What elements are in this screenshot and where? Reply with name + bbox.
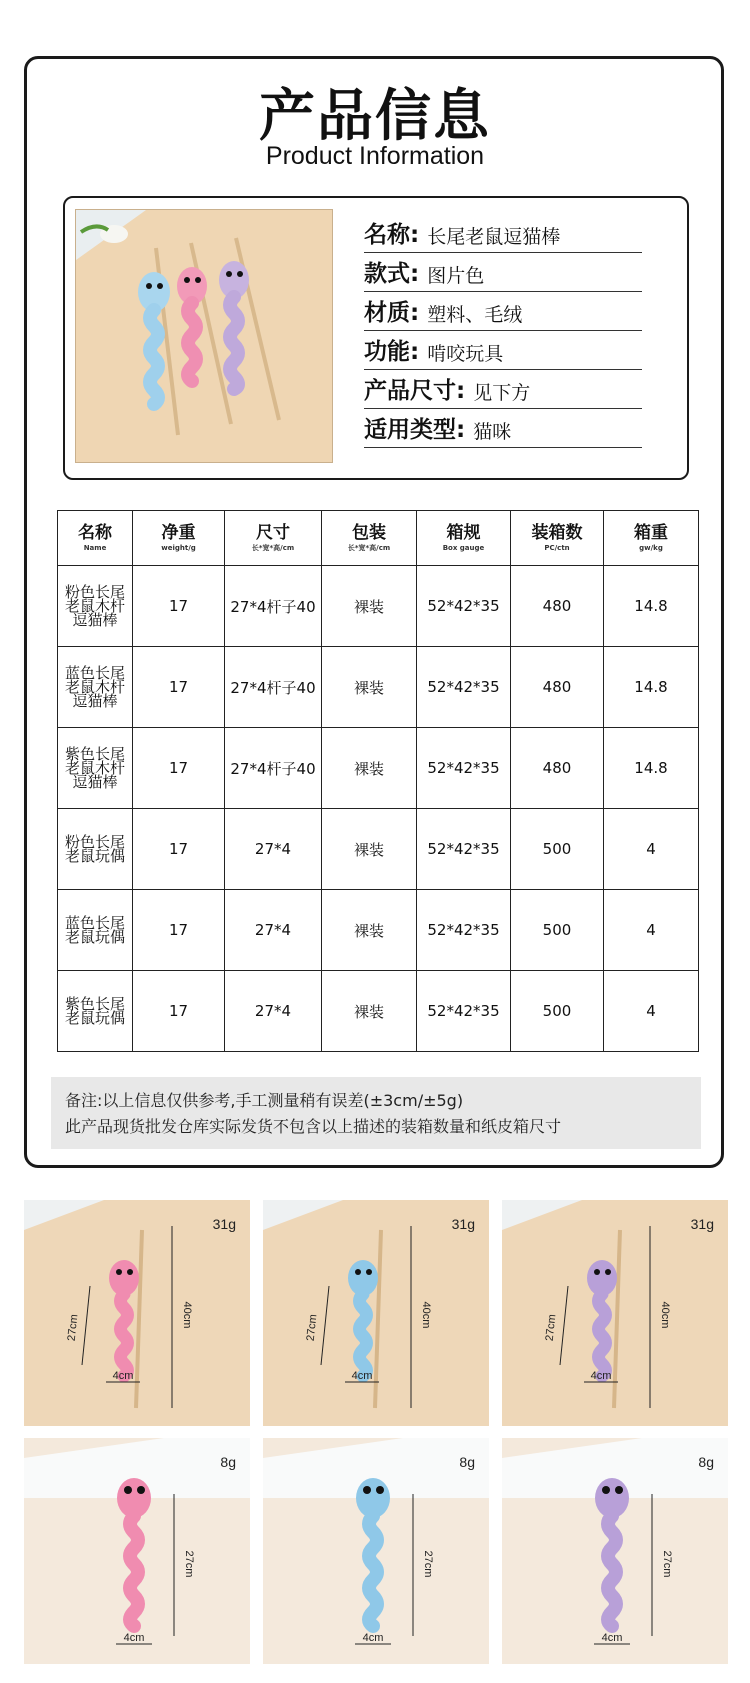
table-cell: 17 — [133, 647, 225, 728]
column-header: 净重 weight/g — [133, 511, 225, 566]
photo-tile — [24, 1200, 250, 1426]
photo-tile — [24, 1438, 250, 1664]
table-cell: 52*42*35 — [417, 647, 511, 728]
length-label: 27cm — [422, 1550, 434, 1578]
photo-tile — [263, 1200, 489, 1426]
table-cell: 17 — [133, 971, 225, 1052]
info-row-size — [364, 370, 642, 409]
table-cell: 14.8 — [604, 566, 699, 647]
photo-tile — [502, 1438, 728, 1664]
table-row — [58, 971, 699, 1052]
weight-label: 8g — [459, 1454, 475, 1470]
toy-eye — [137, 1486, 145, 1494]
table-cell: 14.8 — [604, 728, 699, 809]
toy-tail — [369, 1516, 377, 1626]
toy-eye — [376, 1486, 384, 1494]
info-label: 材质: — [364, 300, 420, 326]
background-shape — [502, 1200, 582, 1230]
table-cell: 500 — [511, 809, 604, 890]
table-cell: 27*4 — [225, 971, 322, 1052]
info-value: 图片色 — [427, 265, 485, 287]
table-cell: 500 — [511, 971, 604, 1052]
table-cell: 27*4 — [225, 809, 322, 890]
table-cell: 480 — [511, 647, 604, 728]
toy-eye — [127, 1269, 133, 1275]
weight-label: 8g — [698, 1454, 714, 1470]
column-header: 箱重 gw/kg — [604, 511, 699, 566]
toy-eye — [366, 1269, 372, 1275]
column-header: 箱规 Box gauge — [417, 511, 511, 566]
table-cell: 27*4杆子40 — [225, 566, 322, 647]
info-value: 猫咪 — [473, 421, 512, 443]
wand-rod — [614, 1230, 620, 1408]
length-label: 27cm — [183, 1550, 195, 1578]
table-cell: 17 — [133, 890, 225, 971]
toy-eye — [363, 1486, 371, 1494]
table-cell: 紫色长尾老鼠木杆逗猫棒 — [58, 728, 133, 809]
toy-eye — [602, 1486, 610, 1494]
info-row-function — [364, 331, 642, 370]
length-arrow — [560, 1286, 568, 1365]
toy-eye — [615, 1486, 623, 1494]
note-box — [51, 1077, 701, 1149]
info-value: 见下方 — [473, 382, 531, 404]
toy-eye — [355, 1269, 361, 1275]
info-row-target — [364, 409, 642, 448]
info-label: 名称: — [364, 222, 420, 248]
wand-rod — [136, 1230, 142, 1408]
toy-eye — [605, 1269, 611, 1275]
photo-tile — [502, 1200, 728, 1426]
toy-tail — [121, 1294, 128, 1376]
table-cell: 52*42*35 — [417, 890, 511, 971]
column-header: 尺寸 长*宽*高/cm — [225, 511, 322, 566]
table-cell: 蓝色长尾老鼠木杆逗猫棒 — [58, 647, 133, 728]
toy-tail — [130, 1516, 138, 1626]
width-label: 4cm — [351, 1370, 373, 1382]
table-cell: 裸装 — [322, 728, 417, 809]
width-label: 4cm — [123, 1632, 145, 1644]
length-arrow — [82, 1286, 90, 1365]
rod-label: 40cm — [659, 1301, 671, 1329]
table-row — [58, 728, 699, 809]
weight-label: 31g — [690, 1216, 714, 1232]
table-cell: 裸装 — [322, 890, 417, 971]
table-cell: 裸装 — [322, 566, 417, 647]
column-header: 装箱数 PC/ctn — [511, 511, 604, 566]
note-line: 备注:以上信息仅供参考,手工测量稍有误差(±3cm/±5g) — [65, 1091, 464, 1110]
table-row — [58, 566, 699, 647]
table-cell: 4 — [604, 890, 699, 971]
table-cell: 52*42*35 — [417, 728, 511, 809]
info-row-name — [364, 214, 642, 253]
table-cell: 粉色长尾老鼠玩偶 — [58, 809, 133, 890]
length-arrow — [321, 1286, 329, 1365]
weight-label: 8g — [220, 1454, 236, 1470]
table-row — [58, 647, 699, 728]
rod-label: 40cm — [181, 1301, 193, 1329]
rod-label: 40cm — [420, 1301, 432, 1329]
length-label: 27cm — [65, 1313, 81, 1342]
table-cell: 紫色长尾老鼠玩偶 — [58, 971, 133, 1052]
column-header: 包装 长*宽*高/cm — [322, 511, 417, 566]
table-header-row — [58, 511, 699, 566]
width-label: 4cm — [112, 1370, 134, 1382]
toy-tail — [360, 1294, 367, 1376]
table-cell: 裸装 — [322, 971, 417, 1052]
info-label: 款式: — [364, 261, 420, 287]
info-list — [364, 214, 642, 448]
spec-table — [57, 510, 699, 1052]
table-cell: 4 — [604, 809, 699, 890]
toy-tail — [599, 1294, 606, 1376]
table-cell: 粉色长尾老鼠木杆逗猫棒 — [58, 566, 133, 647]
info-value: 啃咬玩具 — [427, 343, 504, 365]
photo-tile — [263, 1438, 489, 1664]
info-label: 产品尺寸: — [364, 378, 466, 404]
table-cell: 480 — [511, 566, 604, 647]
table-cell: 500 — [511, 890, 604, 971]
table-cell: 裸装 — [322, 809, 417, 890]
toy-eye — [124, 1486, 132, 1494]
length-label: 27cm — [543, 1313, 559, 1342]
info-label: 适用类型: — [364, 417, 466, 443]
width-label: 4cm — [601, 1632, 623, 1644]
note-line: 此产品现货批发仓库实际发货不包含以上描述的装箱数量和纸皮箱尺寸 — [65, 1117, 562, 1136]
weight-label: 31g — [212, 1216, 236, 1232]
length-label: 27cm — [304, 1313, 320, 1342]
weight-label: 31g — [451, 1216, 475, 1232]
table-cell: 480 — [511, 728, 604, 809]
info-label: 功能: — [364, 339, 420, 365]
table-row — [58, 809, 699, 890]
toy-tail — [608, 1516, 616, 1626]
table-cell: 52*42*35 — [417, 566, 511, 647]
info-value: 长尾老鼠逗猫棒 — [427, 226, 561, 248]
table-cell: 17 — [133, 728, 225, 809]
length-label: 27cm — [661, 1550, 673, 1578]
info-value: 塑料、毛绒 — [427, 304, 523, 326]
toy-eye — [116, 1269, 122, 1275]
table-cell: 27*4杆子40 — [225, 647, 322, 728]
table-cell: 27*4 — [225, 890, 322, 971]
table-cell: 17 — [133, 566, 225, 647]
table-cell: 14.8 — [604, 647, 699, 728]
width-label: 4cm — [590, 1370, 612, 1382]
toy-eye — [594, 1269, 600, 1275]
info-row-style — [364, 253, 642, 292]
table-cell: 蓝色长尾老鼠玩偶 — [58, 890, 133, 971]
table-cell: 52*42*35 — [417, 971, 511, 1052]
background-shape — [263, 1200, 343, 1230]
column-header: 名称 Name — [58, 511, 133, 566]
table-row — [58, 890, 699, 971]
info-row-material — [364, 292, 642, 331]
product-photo — [75, 209, 333, 463]
table-cell: 裸装 — [322, 647, 417, 728]
table-cell: 27*4杆子40 — [225, 728, 322, 809]
table-cell: 17 — [133, 809, 225, 890]
page-subtitle: Product Information — [265, 142, 485, 170]
wand-rod — [375, 1230, 381, 1408]
page-title: 产品信息 — [259, 84, 491, 149]
table-cell: 52*42*35 — [417, 809, 511, 890]
table-cell: 4 — [604, 971, 699, 1052]
background-shape — [24, 1200, 104, 1230]
width-label: 4cm — [362, 1632, 384, 1644]
